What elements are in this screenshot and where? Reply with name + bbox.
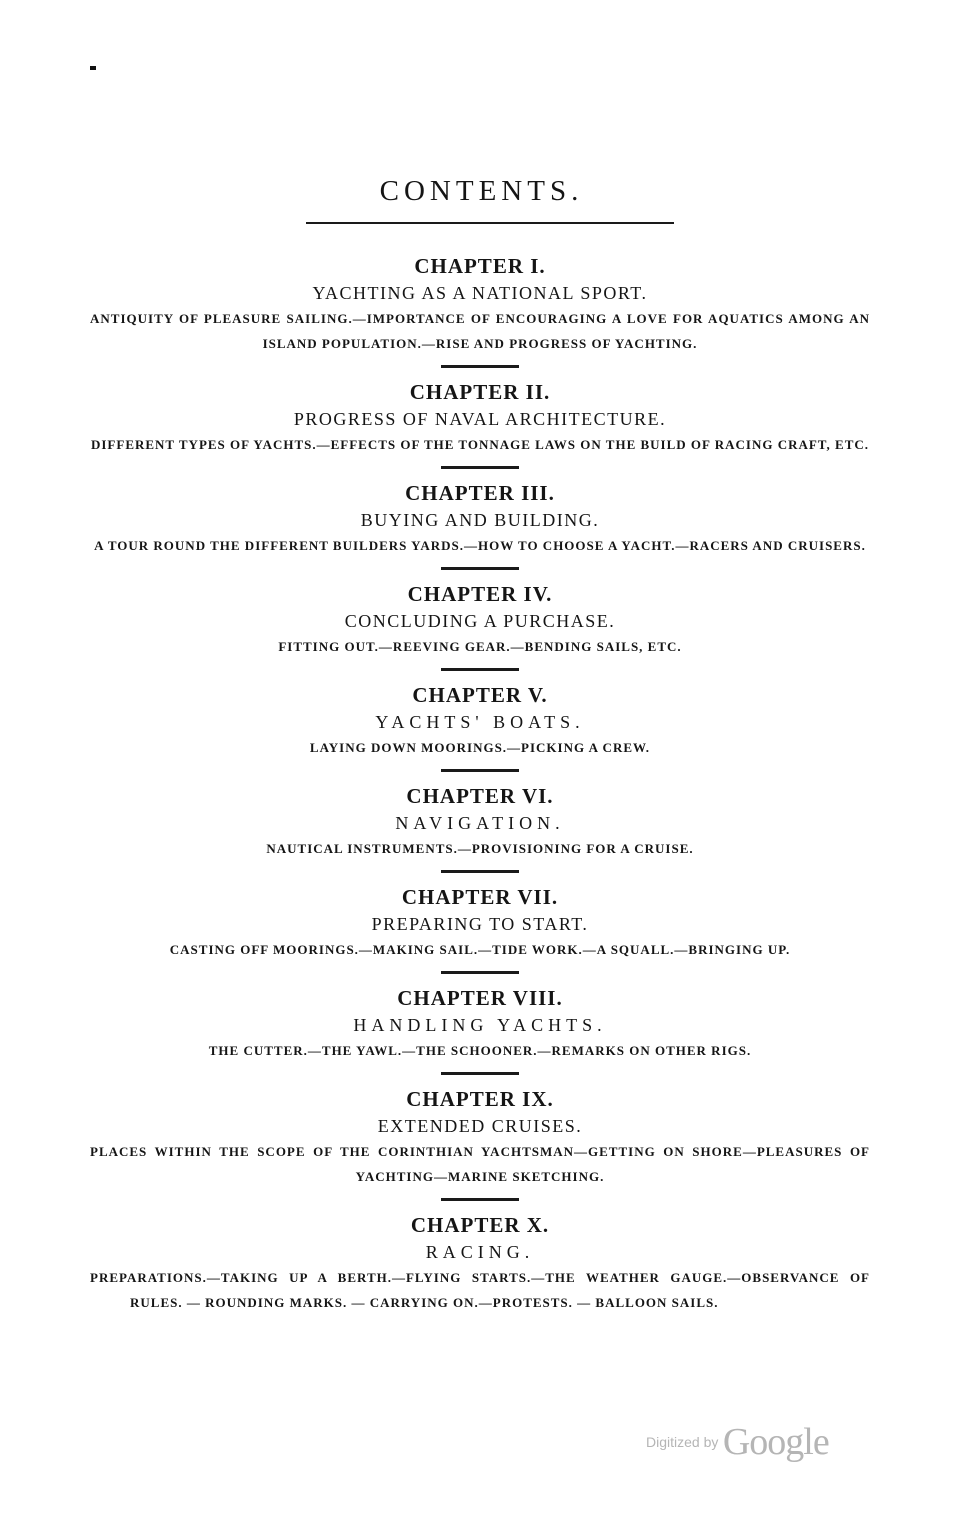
chapter-divider [441, 1198, 519, 1201]
chapter-entry [80, 1211, 880, 1315]
chapter-entry [80, 984, 880, 1063]
chapter-summary: ANTIQUITY OF PLEASURE SAILING.—IMPORTANCE OF ENCOURAGING A LOVE FOR AQUATICS AMONG AN ISLAND POPULATION.—RISE AND PROGRESS OF YACHTING. [90, 311, 870, 351]
chapter-summary: CASTING OFF MOORINGS.—MAKING SAIL.—TIDE WORK.—A SQUALL.—BRINGING UP. [169, 942, 791, 957]
digitized-watermark [646, 1420, 829, 1464]
chapter-summary: LAYING DOWN MOORINGS.—PICKING A CREW. [309, 740, 651, 755]
google-logo: Google [722, 1421, 829, 1463]
chapter-divider [441, 668, 519, 671]
chapter-heading: CHAPTER I. [414, 254, 546, 278]
chapter-summary: FITTING OUT.—REEVING GEAR.—BENDING SAILS, ETC. [278, 639, 682, 654]
chapter-divider [441, 870, 519, 873]
chapter-heading: CHAPTER III. [405, 481, 555, 505]
chapter-title: HANDLING YACHTS. [353, 1015, 607, 1035]
chapter-heading: CHAPTER X. [410, 1213, 550, 1237]
chapter-heading: CHAPTER VII. [401, 885, 559, 909]
page-title: CONTENTS. [379, 175, 584, 208]
chapter-summary: PLACES WITHIN THE SCOPE OF THE CORINTHIAN YACHTSMAN—GETTING ON SHORE—PLEASURES OF YACHTING—MARINE SKETCHING. [90, 1144, 870, 1184]
chapter-title: PREPARING TO START. [371, 914, 589, 934]
chapter-divider [441, 1072, 519, 1075]
chapter-heading: CHAPTER IX. [406, 1087, 554, 1111]
chapter-divider [441, 769, 519, 772]
watermark-prefix: Digitized by [646, 1434, 719, 1450]
chapter-summary: NAUTICAL INSTRUMENTS.—PROVISIONING FOR A CRUISE. [266, 841, 694, 856]
chapter-summary: A TOUR ROUND THE DIFFERENT BUILDERS YARDS.—HOW TO CHOOSE A YACHT.—RACERS AND CRUISERS. [94, 538, 866, 553]
title-divider [306, 222, 674, 224]
ink-speck [90, 66, 96, 70]
chapter-entry [80, 782, 880, 861]
chapter-summary: THE CUTTER.—THE YAWL.—THE SCHOONER.—REMARKS ON OTHER RIGS. [208, 1043, 752, 1058]
chapter-entry [80, 479, 880, 558]
chapter-divider [441, 567, 519, 570]
chapter-title: NAVIGATION. [395, 813, 565, 833]
chapter-title: RACING. [425, 1242, 535, 1262]
chapter-title: PROGRESS OF NAVAL ARCHITECTURE. [293, 409, 667, 429]
chapter-divider [441, 365, 519, 368]
chapter-title: YACHTS' BOATS. [375, 712, 585, 732]
chapter-entry [80, 1085, 880, 1189]
chapter-heading: CHAPTER IV. [407, 582, 553, 606]
chapter-title: EXTENDED CRUISES. [377, 1116, 583, 1136]
chapter-title: BUYING AND BUILDING. [360, 510, 600, 530]
chapter-entry [80, 580, 880, 659]
chapter-summary: DIFFERENT TYPES OF YACHTS.—EFFECTS OF THE TONNAGE LAWS ON THE BUILD OF RACING CRAFT, ETC. [90, 437, 869, 452]
chapter-heading: CHAPTER VIII. [397, 986, 563, 1010]
chapter-entry [80, 252, 880, 356]
chapter-summary: PREPARATIONS.—TAKING UP A BERTH.—FLYING STARTS.—THE WEATHER GAUGE.—OBSERVANCE OF RULES. — ROUNDING MARKS. — CARRYING ON.—PROTESTS. — BALLOON SAILS. [90, 1270, 870, 1310]
chapter-title: YACHTING AS A NATIONAL SPORT. [312, 283, 648, 303]
chapter-entry [80, 681, 880, 760]
chapter-divider [441, 971, 519, 974]
chapter-heading: CHAPTER VI. [406, 784, 554, 808]
chapter-title: CONCLUDING A PURCHASE. [344, 611, 616, 631]
chapter-entry [80, 378, 880, 457]
chapter-heading: CHAPTER II. [409, 380, 551, 404]
chapter-divider [441, 466, 519, 469]
chapter-entry [80, 883, 880, 962]
chapter-heading: CHAPTER V. [412, 683, 548, 707]
contents-list [80, 252, 880, 1315]
